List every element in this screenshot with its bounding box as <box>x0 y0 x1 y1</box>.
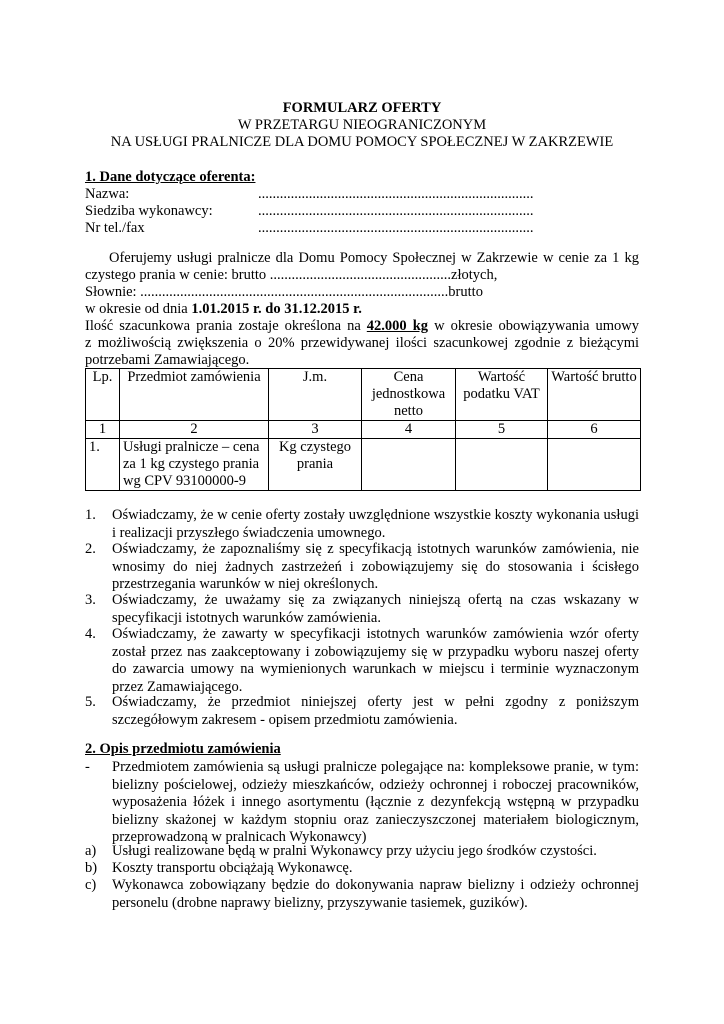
header-unit: J.m. <box>269 369 362 421</box>
declaration-text: Oświadczamy, że uważamy się za związanych niniejszą ofertą na czas wskazany w specyfikacji istotnych warunków zamówienia. <box>112 592 639 626</box>
offer-period-prefix: w okresie od dnia <box>85 301 192 317</box>
declaration-5 <box>85 694 639 729</box>
row-unit: Kg czystego prania <box>269 439 362 491</box>
table-header-row <box>86 369 641 421</box>
header-unit-price: Cena jednostkowa netto <box>362 369 456 421</box>
offer-table <box>85 368 641 491</box>
offer-price-line[interactable]: czystego prania w cenie: brutto ..................................................złotych, <box>85 267 498 283</box>
declaration-number: 4. <box>85 626 96 642</box>
section-1-heading: 1. Dane dotyczące oferenta: <box>85 169 256 185</box>
row-unit-price[interactable] <box>362 439 456 491</box>
offer-increase-line: z możliwością zwiększenia o 20% przewidywanej ilości szacunkowej zgodnie z bieżącymi <box>85 335 639 351</box>
description-text: Usługi realizowane będą w pralni Wykonawcy przy użyciu jego środków czystości. <box>112 843 597 859</box>
phone-label: Nr tel./fax <box>85 220 145 236</box>
col-number: 6 <box>548 421 641 439</box>
form-subtitle-line-1: W PRZETARGU NIEOGRANICZONYM <box>237 117 487 133</box>
name-label: Nazwa: <box>85 186 130 202</box>
address-label: Siedziba wykonawcy: <box>85 203 213 219</box>
declaration-4 <box>85 626 639 696</box>
description-bullet: a) <box>85 843 97 859</box>
offer-needs-line: potrzebami Zamawiającego. <box>85 352 250 368</box>
header-lp: Lp. <box>86 369 120 421</box>
declaration-2 <box>85 541 639 594</box>
description-item-c <box>85 877 639 912</box>
table-row <box>86 439 641 491</box>
description-item-main <box>85 759 639 847</box>
description-item-b <box>85 860 639 878</box>
declaration-text: Oświadczamy, że zawarty w specyfikacji istotnych warunków zamówienia wzór oferty został przez nas zaakceptowany i zobowiązujemy się w przypadku wyboru naszej oferty do zawarcia umowy na wymienionych warunkach w miejscu i terminie wyznaczonym przez Zamawiającego. <box>112 626 639 695</box>
row-gross[interactable] <box>548 439 641 491</box>
declaration-1 <box>85 507 639 542</box>
declaration-text: Oświadczamy, że zapoznaliśmy się z specyfikacją istotnych warunków zamówienia, nie wnosimy do niej żadnych zastrzeżeń i zobowiązujemy się do stosowania i ścisłego przestrzegania warunków w niej określonych. <box>112 541 639 592</box>
header-gross: Wartość brutto <box>548 369 641 421</box>
phone-field[interactable]: ............................................................................ <box>258 220 534 236</box>
description-item-a <box>85 843 639 861</box>
offer-quantity-prefix: Ilość szacunkowa prania zostaje określona na <box>85 318 367 334</box>
declaration-number: 2. <box>85 541 96 557</box>
declaration-text: Oświadczamy, że w cenie oferty zostały uwzględnione wszystkie koszty wykonania usługi i realizacji przyszłego świadczenia umownego. <box>112 507 639 541</box>
row-item: Usługi pralnicze – cena za 1 kg czystego prania wg CPV 93100000-9 <box>120 439 269 491</box>
declaration-text: Oświadczamy, że przedmiot niniejszej oferty jest w pełni zgodny z poniższym szczegółowym zakresem - opisem przedmiotu zamówienia. <box>112 694 639 728</box>
offer-quantity-line <box>85 318 639 335</box>
form-title: FORMULARZ OFERTY <box>282 100 442 116</box>
offer-words-line[interactable]: Słownie: .....................................................................................brutto <box>85 284 483 300</box>
form-subtitle-line-2: NA USŁUGI PRALNICZE DLA DOMU POMOCY SPOŁECZNEJ W ZAKRZEWIE <box>110 134 614 150</box>
col-number: 2 <box>120 421 269 439</box>
col-number: 1 <box>86 421 120 439</box>
col-number: 3 <box>269 421 362 439</box>
description-text: Przedmiotem zamówienia są usługi pralnicze polegające na: kompleksowe pranie, w tym: bielizny pościelowej, odzieży mieszkańców, odzieży ochronnej i roboczej pracowników, wyposażenia łóżek i innego asortymentu (łącznie z dezynfekcją wstępną w przypadku bielizny skażonej w każdym stopniu oraz zanieczyszczonej materiałem biologicznym, przeprowadzoną w pralnicach Wykonawcy) <box>112 759 639 845</box>
offer-quantity-value: 42.000 kg <box>366 318 429 334</box>
offer-period-dates: 1.01.2015 r. do 31.12.2015 r. <box>191 301 362 317</box>
header-vat: Wartość podatku VAT <box>456 369 548 421</box>
offer-quantity-suffix: w okresie obowiązywania umowy <box>428 318 639 334</box>
declaration-number: 3. <box>85 592 96 608</box>
col-number: 5 <box>456 421 548 439</box>
description-bullet: - <box>85 759 90 775</box>
address-field[interactable]: ............................................................................ <box>258 203 534 219</box>
declaration-number: 5. <box>85 694 96 710</box>
description-bullet: c) <box>85 877 97 893</box>
offer-line-1: Oferujemy usługi pralnicze dla Domu Pomocy Społecznej w Zakrzewie w cenie za 1 kg <box>109 250 639 266</box>
col-number: 4 <box>362 421 456 439</box>
section-2-heading: 2. Opis przedmiotu zamówienia <box>85 741 281 757</box>
declaration-number: 1. <box>85 507 96 523</box>
declaration-3 <box>85 592 639 627</box>
name-field[interactable]: ............................................................................ <box>258 186 534 202</box>
offer-period-line <box>85 301 362 318</box>
description-bullet: b) <box>85 860 98 876</box>
table-number-row <box>86 421 641 439</box>
row-lp: 1. <box>86 439 120 491</box>
row-vat[interactable] <box>456 439 548 491</box>
description-text: Wykonawca zobowiązany będzie do dokonywania napraw bielizny i odzieży ochronnej personelu (drobne naprawy bielizny, przyszywanie tasiemek, guzików). <box>112 877 639 911</box>
header-item: Przedmiot zamówienia <box>120 369 269 421</box>
description-text: Koszty transportu obciążają Wykonawcę. <box>112 860 353 876</box>
